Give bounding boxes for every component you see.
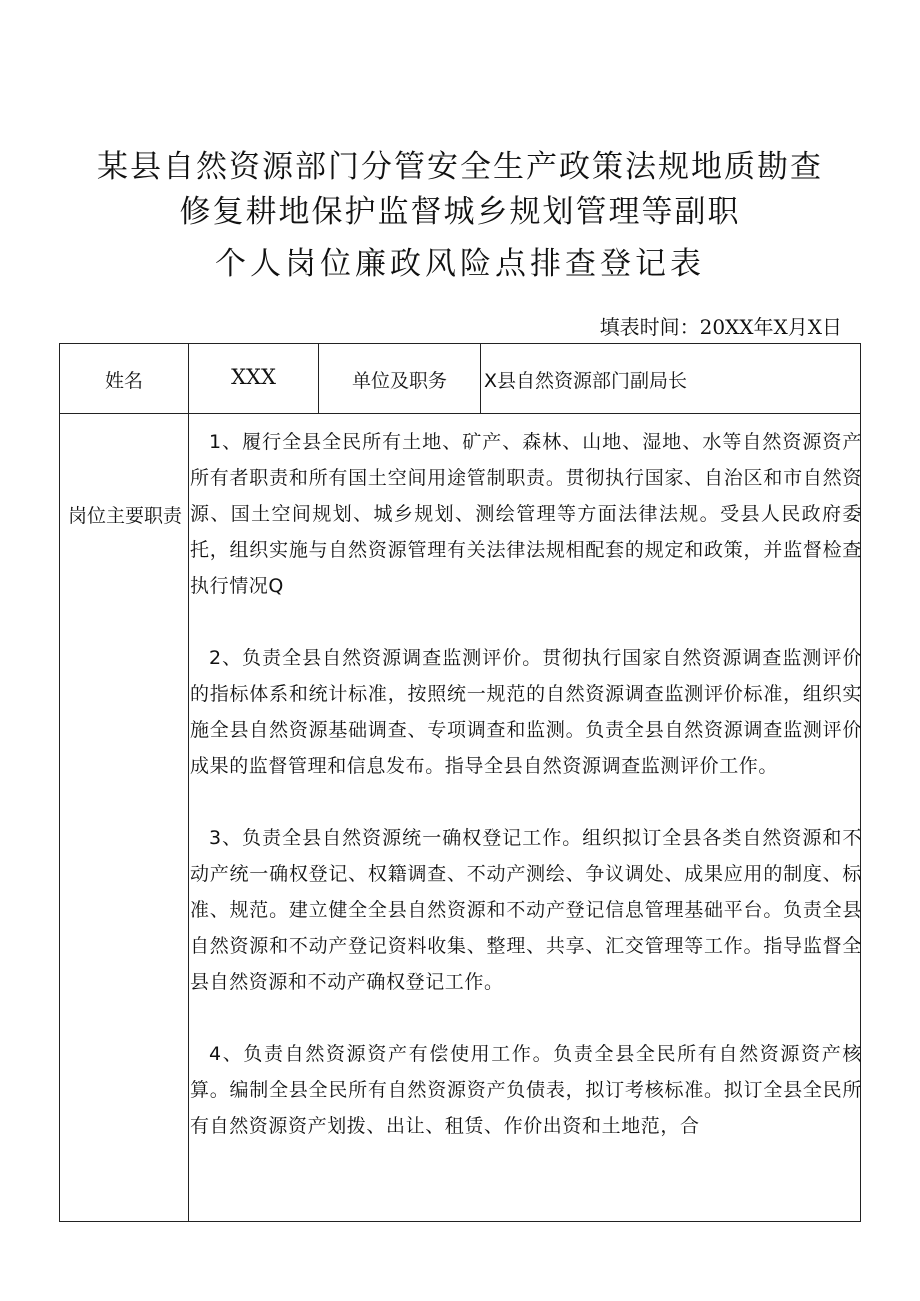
row-divider [60,413,860,414]
fill-date: 填表时间：20XX年X月X日 [599,315,842,339]
document-title-line-3: 个人岗位廉政风险点排查登记表 [215,246,705,282]
unit-label: 单位及职务 [351,370,447,392]
document-title-line-1: 某县自然资源部门分管安全生产政策法规地质勘查 [97,149,823,185]
duty-item: 4、负责自然资源资产有偿使用工作。负责全县全民所有自然资源资产核算。编制全县全民所有自然资源资产负债表，拟订考核标准。拟订全县全民所有自然资源资产划拨、出让、租赁、作价出资和土地范，合 [190,1043,862,1137]
name-value: XXX [231,365,276,389]
register-table [59,343,861,1222]
document-title-line-2: 修复耕地保护监督城乡规划管理等副职 [179,194,741,230]
duty-list [190,424,862,1180]
unit-value: X县自然资源部门副局长 [484,370,688,392]
duty-item: 3、负责全县自然资源统一确权登记工作。组织拟订全县各类自然资源和不动产统一确权登记、权籍调查、不动产测绘、争议调处、成果应用的制度、标准、规范。建立健全全县自然资源和不动产登记信息管理基础平台。负责全县自然资源和不动产登记资料收集、整理、共享、汇交管理等工作。指导监督全县自然资源和不动产确权登记工作。 [190,827,862,993]
duty-item: 2、负责全县自然资源调查监测评价。贯彻执行国家自然资源调查监测评价的指标体系和统计标准，按照统一规范的自然资源调查监测评价标准，组织实施全县自然资源基础调查、专项调查和监测。负责全县自然资源调查监测评价成果的监督管理和信息发布。指导全县自然资源调查监测评价工作。 [190,647,862,777]
name-label: 姓名 [104,370,143,392]
column-divider [188,344,189,1222]
duty-label: 岗位主要职责 [67,505,182,527]
duty-item: 1、履行全县全民所有土地、矿产、森林、山地、湿地、水等自然资源资产所有者职责和所有国土空间用途管制职责。贯彻执行国家、自治区和市自然资源、国土空间规划、城乡规划、测绘管理等方面法律法规。受县人民政府委托，组织实施与自然资源管理有关法律法规相配套的规定和政策，并监督检查执行情况Q [190,431,862,597]
column-divider [480,344,481,413]
